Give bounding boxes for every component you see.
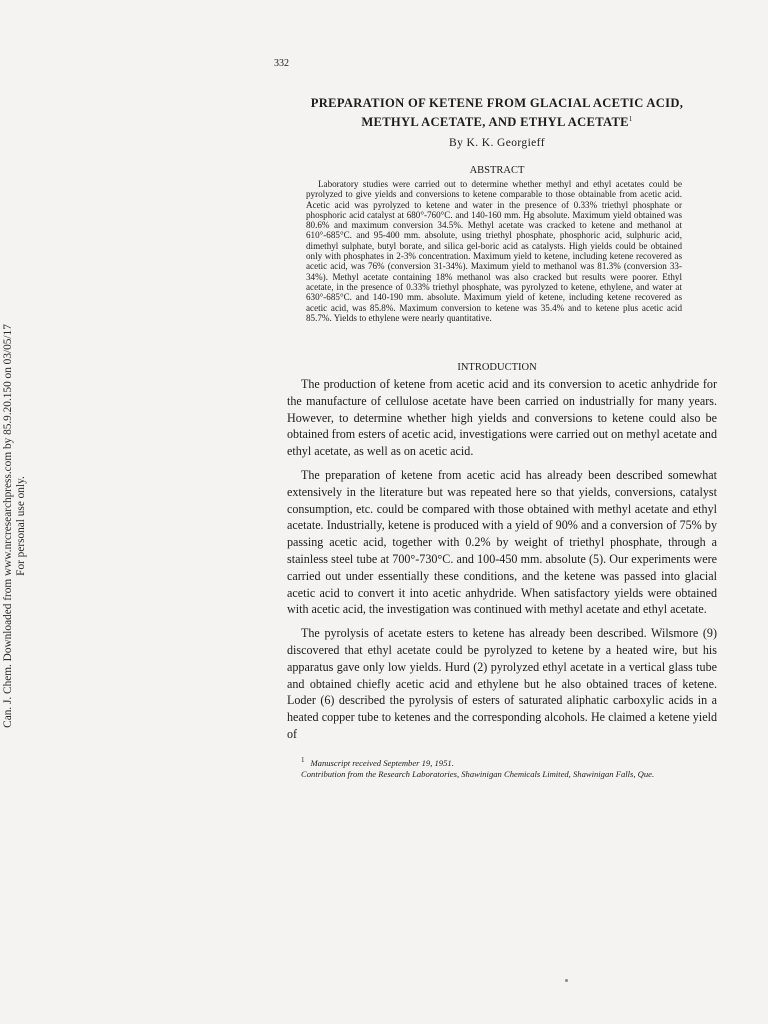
introduction-heading: INTRODUCTION	[457, 362, 537, 373]
scan-speck	[565, 979, 568, 982]
footnote-received	[287, 755, 717, 769]
title-line-2-text: METHYL ACETATE, AND ETHYL ACETATE	[361, 115, 629, 130]
side-download-stamp	[2, 166, 28, 886]
paper-title	[272, 95, 722, 130]
page-number: 332	[274, 58, 289, 69]
author-line: By K. K. Georgieff	[449, 137, 545, 149]
footnote-received-text: Manuscript received September 19, 1951.	[310, 757, 454, 768]
paragraph-3: The pyrolysis of acetate esters to ketene has already been described. Wilsmore (9) discovered that ethyl acetate could be pyrolyzed to ketene by a heated wire, but his apparatus gave only low yields. Hurd (2) pyrolyzed ethyl acetate in a vertical glass tube and obtained chiefly acetic acid and ethylene but he also obtained traces of ketene. Loder (6) described the pyrolysis of esters of saturated aliphatic carboxylic acids in a heated copper tube to ketenes and the corresponding alcohols. He claimed a ketene yield of	[287, 626, 717, 741]
footnotes	[287, 755, 717, 779]
footnote-mark: 1	[301, 756, 305, 764]
side-stamp-line-1: Can. J. Chem. Downloaded from www.nrcresearchpress.com by 85.9.20.150 on 03/05/17	[2, 324, 14, 728]
paragraph-2: The preparation of ketene from acetic acid has already been described somewhat extensively in the literature but was repeated here so that yields, conversions, catalyst consumption, etc. could be compared with those obtained with methyl acetate and ethyl acetate. Industrially, ketene is produced with a yield of 90% and a conversion of 75% by passing acetic acid, together with 0.2% by weight of triethyl phosphate, through a stainless steel tube at 700°-730°C. and 100-450 mm. absolute (5). Our experiments were carried out under essentially these conditions, and the ketene was passed into glacial acetic acid to convert it into acetic anhydride. When satisfactory yields were obtained with acetic acid, the investigation was continued with methyl acetate and ethyl acetate.	[287, 467, 717, 617]
abstract-heading: ABSTRACT	[469, 165, 525, 176]
title-line-2	[272, 111, 722, 130]
title-line-1: PREPARATION OF KETENE FROM GLACIAL ACETIC ACID,	[310, 96, 684, 110]
body-text	[287, 376, 717, 750]
footnote-contribution: Contribution from the Research Laboratories, Shawinigan Chemicals Limited, Shawinigan Falls, Que.	[301, 768, 655, 779]
title-footnote-mark: 1	[628, 115, 633, 123]
abstract-text: Laboratory studies were carried out to determine whether methyl and ethyl acetates could be pyrolyzed to give yields and conversions to ketene comparable to those obtainable from acetic acid. Acetic acid was pyrolyzed to ketene and water in the presence of 0.33% triethyl phosphate or phosphoric acid catalyst at 680°-760°C. and 140-160 mm. Hg absolute. Maximum yield obtained was 80.6% and maximum conversion 34.5%. Methyl acetate was cracked to ketene and methanol at 610°-685°C. and 95-400 mm. absolute, using triethyl phosphate, phosphoric acid, sulphuric acid, dimethyl sulphate, butyl borate, and silica gel-boric acid as catalysts. High yields could be obtained only with phosphates in 2-3% concentration. Maximum yield to ketene, including ketene recovered as acetic acid, was 76% (conversion 31-34%). Maximum yield to methanol was 81.3% (conversion 33-34%). Methyl acetate containing 18% methanol was also cracked but results were poorer. Ethyl acetate, in the presence of 0.33% triethyl phosphate, was pyrolyzed to ketene, ethylene, and water at 630°-685°C. and 140-190 mm. absolute. Maximum yield of ketene, including ketene recovered as acetic acid, was 85.8%. Maximum conversion to ketene was 35.4% and to ketene plus acetic acid 85.7%. Yields to ethylene were nearly quantitative.	[306, 179, 682, 323]
side-stamp-line-2: For personal use only.	[15, 476, 27, 576]
paragraph-1: The production of ketene from acetic acid and its conversion to acetic anhydride for the manufacture of cellulose acetate have been carried on industrially for many years. However, to determine whether high yields and conversions to ketene could also be obtained from esters of acetic acid, investigations were carried out on methyl acetate and ethyl acetate, as well as on acetic acid.	[287, 377, 717, 459]
